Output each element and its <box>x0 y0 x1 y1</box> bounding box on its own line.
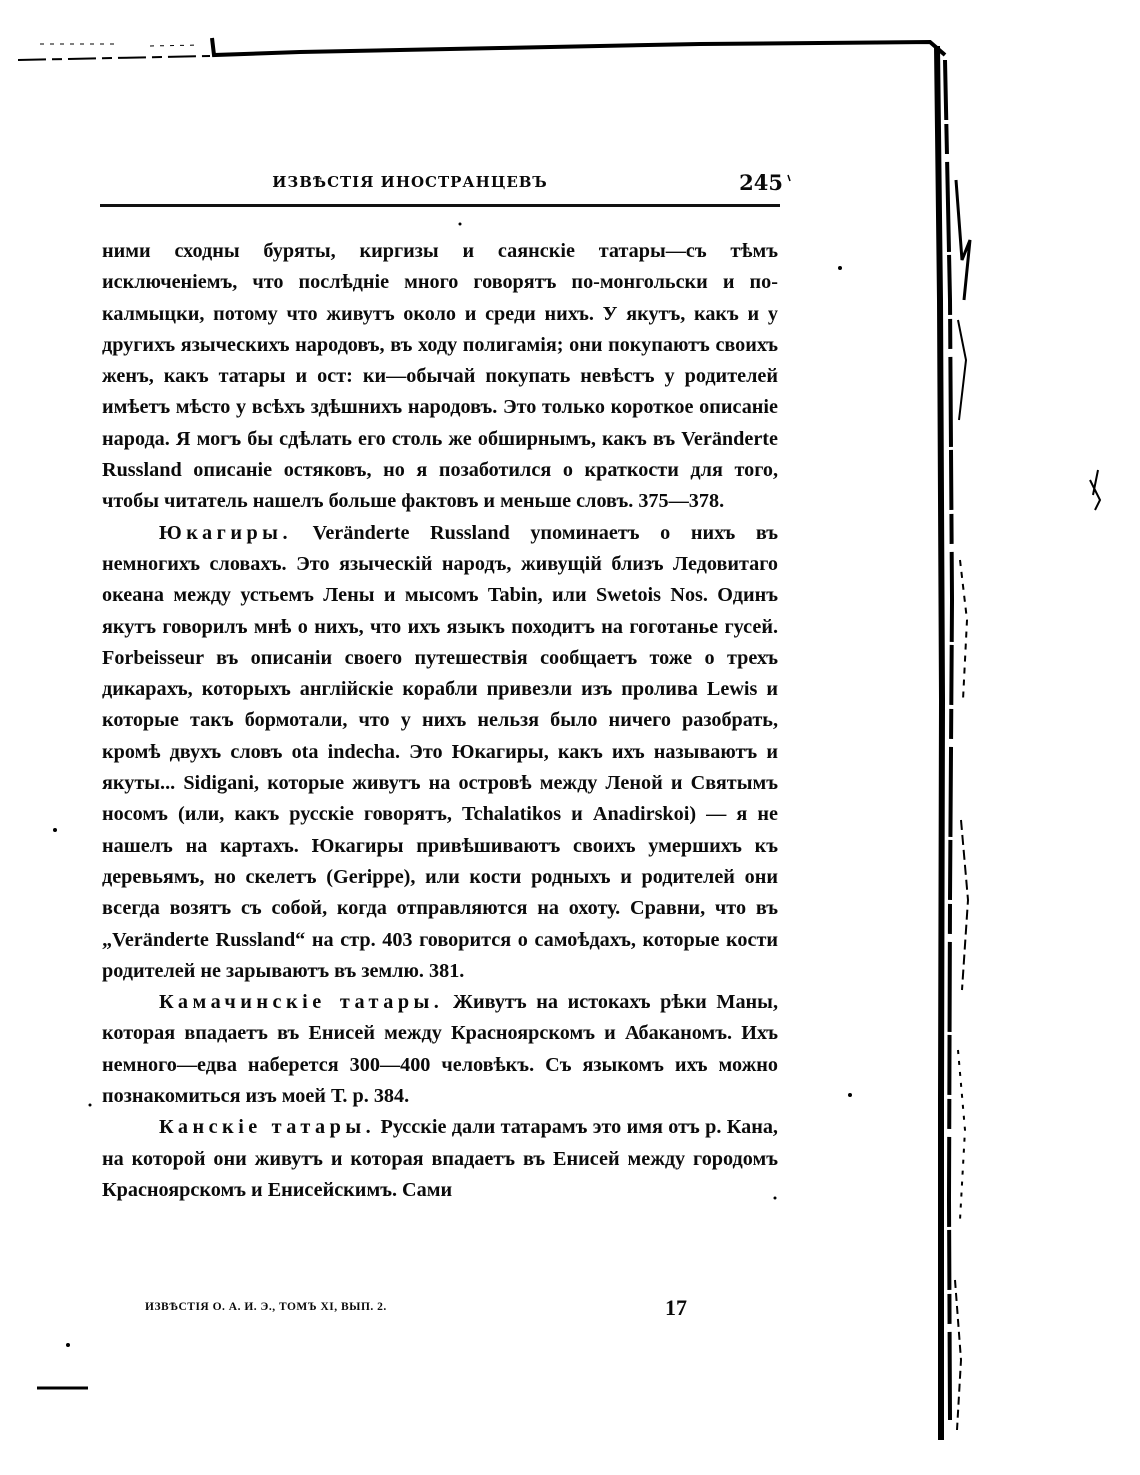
section-heading-kamachinskie: Камачинскіе татары. <box>159 991 444 1014</box>
paragraph-kanskie <box>102 1112 778 1206</box>
paragraph-kamachinskie <box>102 987 778 1112</box>
paragraph-text: Живутъ на истокахъ рѣки Маны, которая впадаетъ въ Енисей между Красноярскомъ и Абаканомъ. Ихъ немного—едва наберется 300—400 человѣкъ. Съ языкомъ ихъ можно познакомиться изъ моей Т. р. 384. <box>102 991 778 1108</box>
header-rule <box>100 204 780 207</box>
section-heading-kanskie: Канскіе татары. <box>159 1116 376 1139</box>
body-text <box>102 236 778 1206</box>
paragraph-yukagiry <box>102 518 778 987</box>
paragraph-continued <box>102 236 778 518</box>
paragraph-text: ними сходны буряты, киргизы и саянскіе татары—съ тѣмъ исключеніемъ, что послѣдніе много говорятъ по-монгольски и по-калмыцки, потому что живутъ около и среди нихъ. У якутъ, какъ и у другихъ языческихъ народовъ, въ ходу полигамія; они покупаютъ своихъ женъ, какъ татары и ост: ки—обычай покупать невѣстъ у родителей имѣетъ мѣсто у всѣхъ здѣшнихъ народовъ. Это только короткое описаніе народа. Я могъ бы сдѣлать его столь же обширнымъ, какъ въ Veränderte Russland описаніе остяковъ, но я позаботился о краткости для того, чтобы читатель нашелъ больше фактовъ и меньше словъ. 375—378. <box>102 240 778 513</box>
footer-signature: ИЗВѢСТІЯ О. А. И. Э., ТОМЪ XI, ВЫП. 2. <box>145 1301 387 1313</box>
signature-mark: 17 <box>665 1295 687 1320</box>
section-heading-yukagiry: Юкагиры. <box>159 521 292 544</box>
paragraph-text: Русскіе дали татарамъ это имя отъ р. Кана, на которой они живутъ и которая впадаетъ въ Енисей между городомъ Красноярскомъ и Енисейскимъ. Сами <box>102 1116 778 1201</box>
running-header-title: ИЗВѢСТІЯ ИНОСТРАНЦЕВЪ <box>272 173 548 191</box>
paragraph-text: Veränderte Russland упоминаетъ о нихъ въ немногихъ словахъ. Это языческій народъ, живущій близъ Ледовитаго океана между устьемъ Лены и мысомъ Tabin, или Swetois Nos. Одинъ якутъ говорилъ мнѣ о нихъ, что ихъ языкъ походитъ на гоготанье гусей. Forbeisseur въ описаніи своего путешествія сообщаетъ тоже о трехъ дикарахъ, которыхъ англійскіе корабли привезли изъ пролива Lewis и которые такъ бормотали, что у нихъ нельзя было ничего разобрать, кромѣ двухъ словъ ota indecha. Это Юкагиры, какъ ихъ называютъ и якуты... Sidigani, которые живутъ на островѣ между Леной и Святымъ носомъ (или, какъ русскіе говорятъ, Tchalatikos и Anadirskoi) — я не нашелъ на картахъ. Юкагиры привѣшиваютъ своихъ умершихъ къ деревьямъ, но скелетъ (Gerippe), или кости родныхъ и родителей они всегда возятъ съ собой, когда отправляются на охоту. Сравни, что въ „Veränderte Russland“ на стр. 403 говорится о самоѣдахъ, которые кости родителей не зарываютъ въ землю. 381. <box>102 521 778 982</box>
page-number: 245 <box>739 170 783 195</box>
